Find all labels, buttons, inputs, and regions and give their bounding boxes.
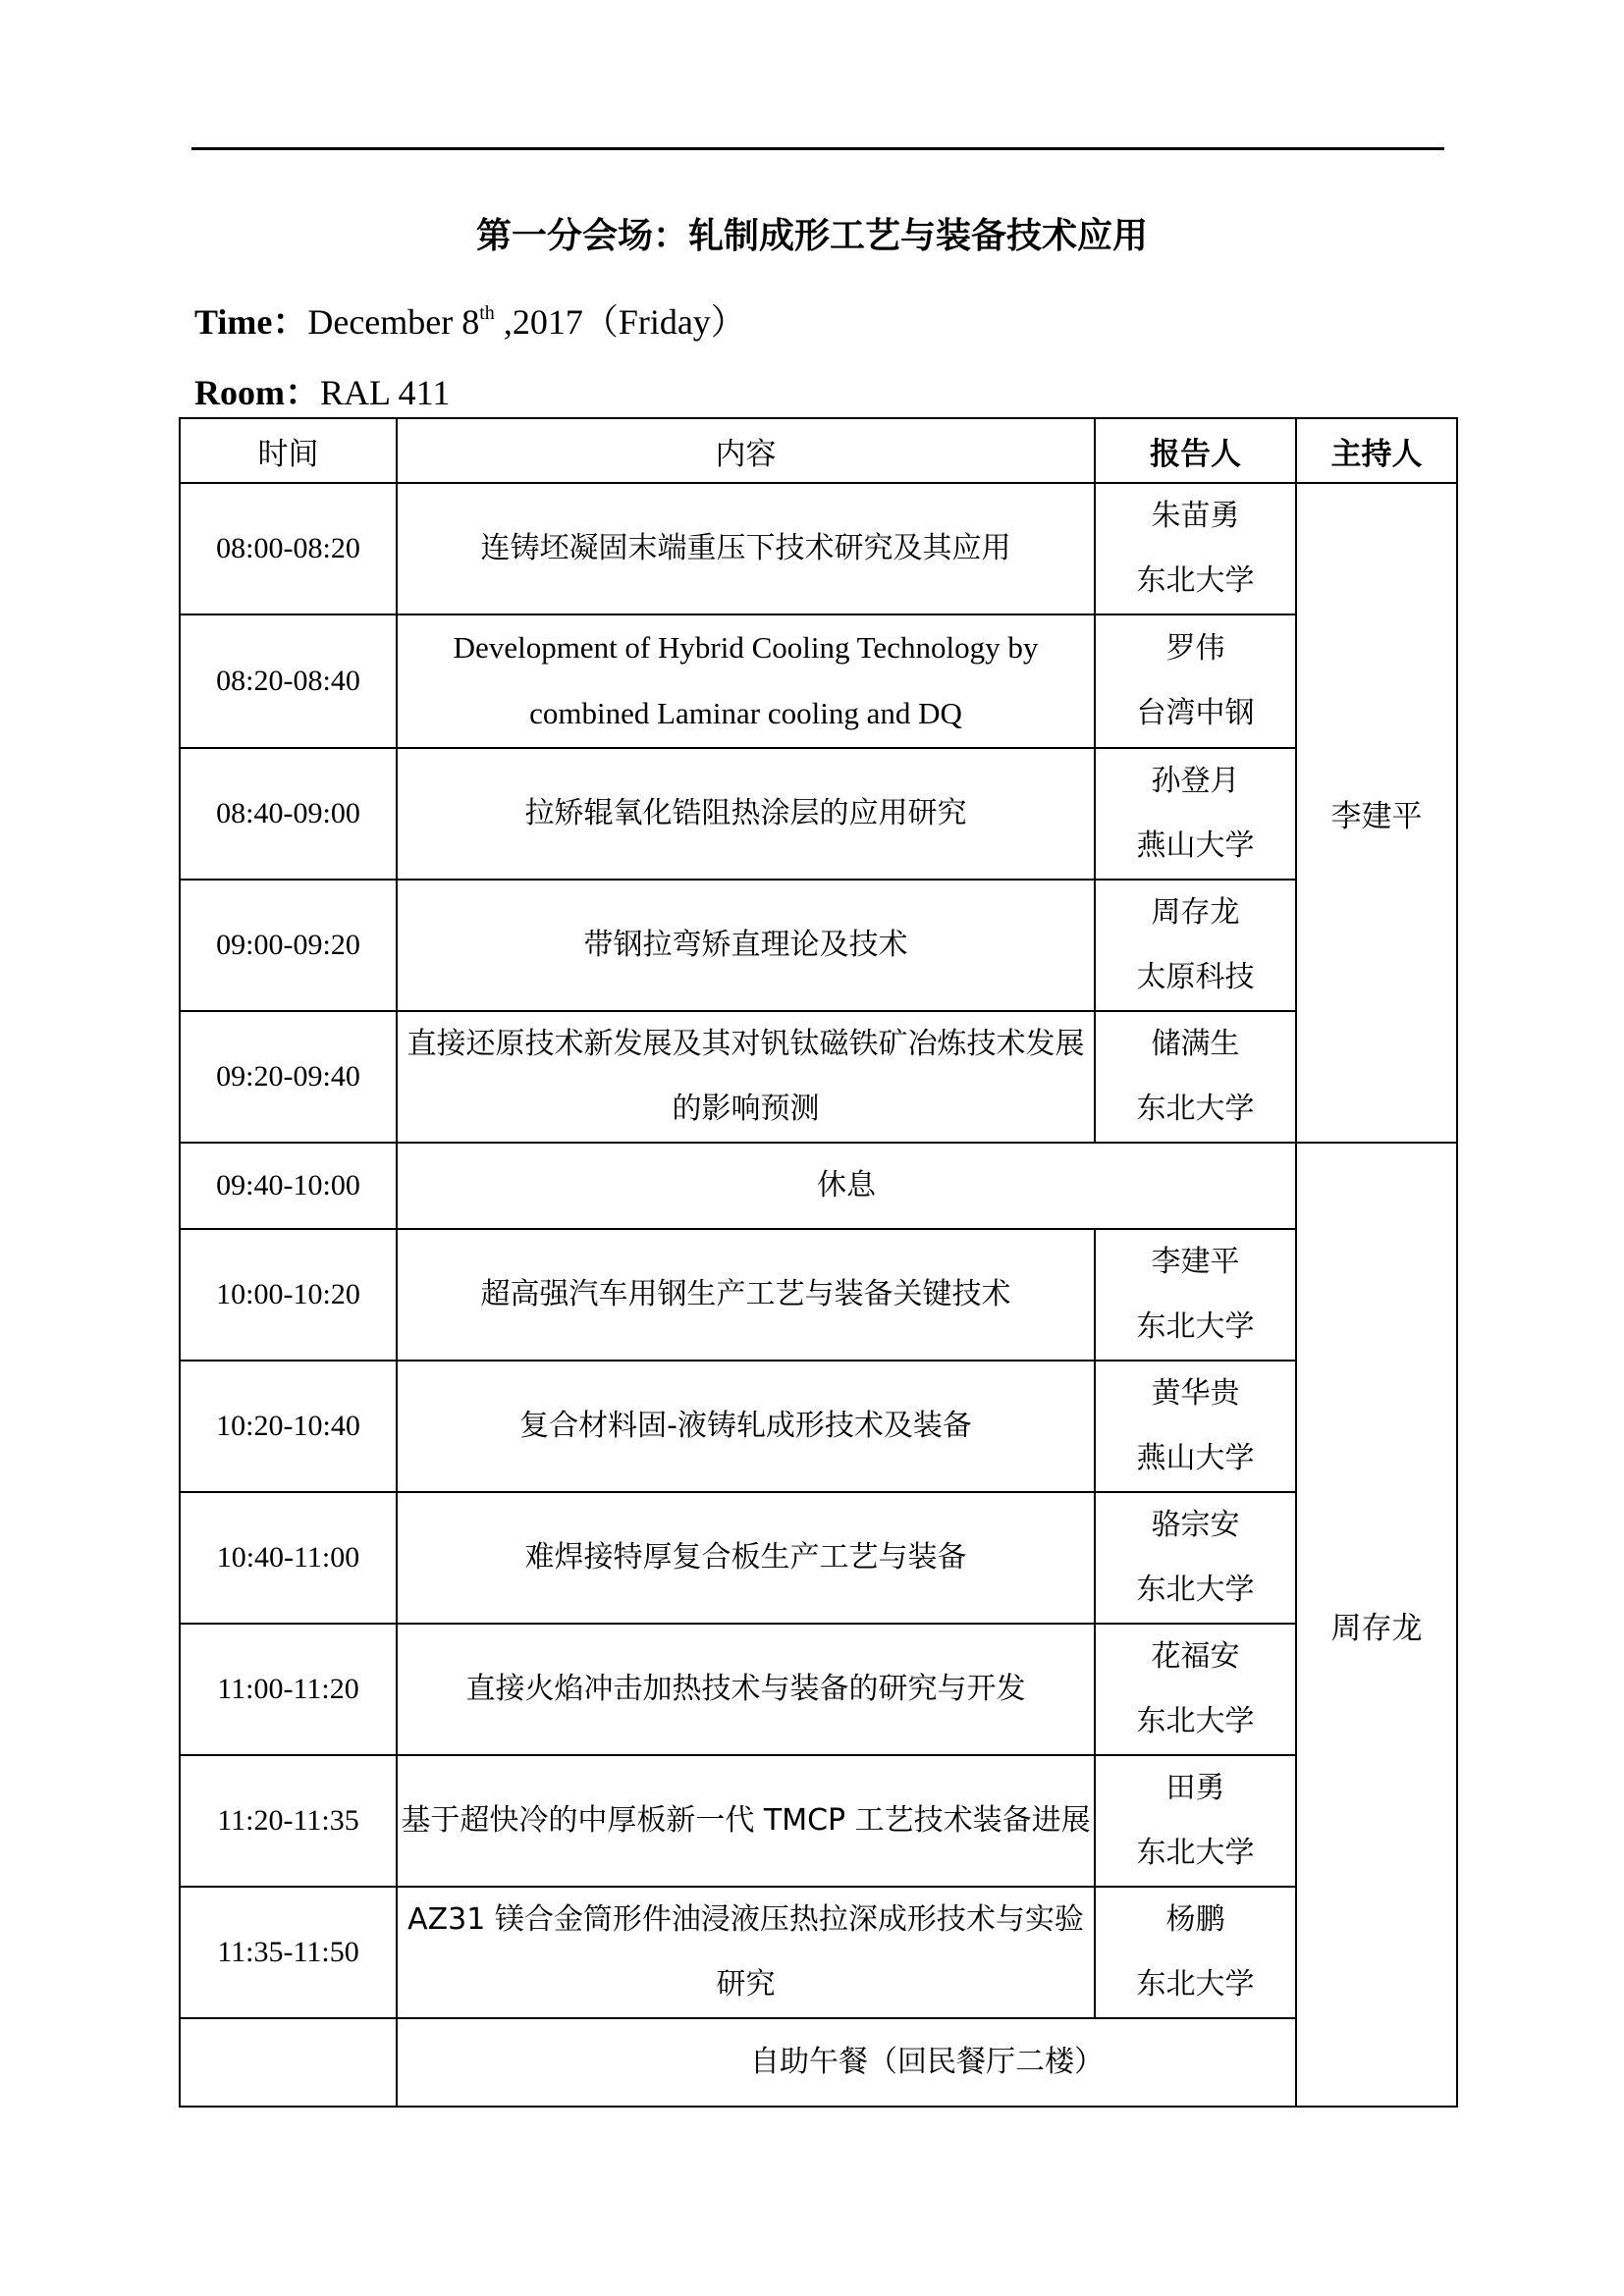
speaker-affiliation: 东北大学 <box>1136 1092 1255 1126</box>
row-time: 10:20-10:40 <box>180 1361 397 1492</box>
speaker-affiliation: 东北大学 <box>1136 1704 1255 1738</box>
time-value-rest: ,2017（Friday） <box>494 302 746 342</box>
break-row <box>180 1143 1457 1229</box>
row-time: 09:00-09:20 <box>180 880 397 1011</box>
row-speaker <box>1095 614 1296 748</box>
lunch-label: 自助午餐（回民餐厅二楼） <box>397 2018 1457 2107</box>
speaker-name: 田勇 <box>1165 1771 1225 1805</box>
row-content: 复合材料固-液铸轧成形技术及装备 <box>397 1361 1095 1492</box>
table-header-row <box>180 418 1457 483</box>
row-content: 超高强汽车用钢生产工艺与装备关键技术 <box>397 1229 1095 1361</box>
break-time: 09:40-10:00 <box>180 1143 397 1229</box>
time-label: Time： <box>194 302 308 342</box>
header-host: 主持人 <box>1296 418 1457 483</box>
page-title: 第一分会场：轧制成形工艺与装备技术应用 <box>475 216 1148 256</box>
row-content: 直接火焰冲击加热技术与装备的研究与开发 <box>397 1624 1095 1755</box>
room-label: Room： <box>194 373 320 412</box>
row-time: 09:20-09:40 <box>180 1011 397 1143</box>
host-cell-late-morning: 周存龙 <box>1296 1143 1457 2107</box>
speaker-affiliation: 燕山大学 <box>1136 828 1255 863</box>
speaker-name: 李建平 <box>1151 1245 1240 1279</box>
lunch-time <box>180 2018 397 2107</box>
row-time: 11:35-11:50 <box>180 1887 397 2018</box>
row-content-text: Development of Hybrid Cooling Technology by combined Laminar cooling and DQ <box>453 630 1039 730</box>
row-content: 拉矫辊氧化锆阻热涂层的应用研究 <box>397 748 1095 880</box>
table-row <box>180 748 1457 880</box>
row-content: 直接还原技术新发展及其对钒钛磁铁矿冶炼技术发展的影响预测 <box>397 1011 1095 1143</box>
table-row <box>180 614 1457 748</box>
row-speaker <box>1095 1361 1296 1492</box>
room-value: RAL 411 <box>320 373 451 412</box>
row-speaker <box>1095 748 1296 880</box>
row-content: 基于超快冷的中厚板新一代 TMCP 工艺技术装备进展 <box>397 1755 1095 1887</box>
speaker-name: 杨鹏 <box>1165 1902 1225 1937</box>
row-time: 10:00-10:20 <box>180 1229 397 1361</box>
row-content: 带钢拉弯矫直理论及技术 <box>397 880 1095 1011</box>
row-time: 08:40-09:00 <box>180 748 397 880</box>
header-rule <box>191 147 1444 150</box>
speaker-affiliation: 东北大学 <box>1136 1573 1255 1607</box>
row-content: 难焊接特厚复合板生产工艺与装备 <box>397 1492 1095 1624</box>
row-speaker <box>1095 1011 1296 1143</box>
time-value-date: December 8 <box>307 302 480 342</box>
table-row <box>180 880 1457 1011</box>
speaker-affiliation: 太原科技 <box>1136 960 1255 994</box>
speaker-name: 孙登月 <box>1151 764 1240 798</box>
speaker-affiliation: 东北大学 <box>1136 1967 1255 2002</box>
speaker-name: 周存龙 <box>1151 895 1240 930</box>
session-time <box>194 294 746 345</box>
speaker-affiliation: 东北大学 <box>1136 563 1255 598</box>
row-time: 11:00-11:20 <box>180 1624 397 1755</box>
lunch-row <box>180 2018 1457 2107</box>
row-time: 11:20-11:35 <box>180 1755 397 1887</box>
table-row <box>180 1755 1457 1887</box>
table-row <box>180 1011 1457 1143</box>
table-row <box>180 1492 1457 1624</box>
row-time: 10:40-11:00 <box>180 1492 397 1624</box>
table-row <box>180 1624 1457 1755</box>
speaker-affiliation: 台湾中钢 <box>1136 696 1255 730</box>
row-speaker <box>1095 483 1296 614</box>
row-content: AZ31 镁合金筒形件油浸液压热拉深成形技术与实验研究 <box>397 1887 1095 2018</box>
table-row <box>180 1229 1457 1361</box>
speaker-name: 罗伟 <box>1165 631 1225 666</box>
row-time: 08:00-08:20 <box>180 483 397 614</box>
row-speaker <box>1095 1755 1296 1887</box>
header-time: 时间 <box>180 418 397 483</box>
row-content <box>397 614 1095 748</box>
speaker-name: 朱苗勇 <box>1151 499 1240 533</box>
row-speaker <box>1095 1229 1296 1361</box>
speaker-name: 骆宗安 <box>1151 1508 1240 1542</box>
speaker-name: 储满生 <box>1151 1027 1240 1061</box>
speaker-name: 黄华贵 <box>1151 1376 1240 1411</box>
schedule-table <box>179 417 1458 2108</box>
speaker-name: 花福安 <box>1151 1639 1240 1674</box>
row-speaker <box>1095 880 1296 1011</box>
header-speaker: 报告人 <box>1095 418 1296 483</box>
header-content: 内容 <box>397 418 1095 483</box>
row-speaker <box>1095 1624 1296 1755</box>
table-row <box>180 1361 1457 1492</box>
row-speaker <box>1095 1887 1296 2018</box>
session-room <box>194 365 450 415</box>
table-row <box>180 483 1457 614</box>
speaker-affiliation: 燕山大学 <box>1136 1441 1255 1475</box>
table-row <box>180 1887 1457 2018</box>
row-time: 08:20-08:40 <box>180 614 397 748</box>
row-content: 连铸坯凝固末端重压下技术研究及其应用 <box>397 483 1095 614</box>
break-label: 休息 <box>397 1143 1296 1229</box>
speaker-affiliation: 东北大学 <box>1136 1309 1255 1344</box>
host-cell-morning: 李建平 <box>1296 483 1457 1143</box>
speaker-affiliation: 东北大学 <box>1136 1836 1255 1870</box>
row-speaker <box>1095 1492 1296 1624</box>
time-value-suffix: th <box>479 302 495 324</box>
